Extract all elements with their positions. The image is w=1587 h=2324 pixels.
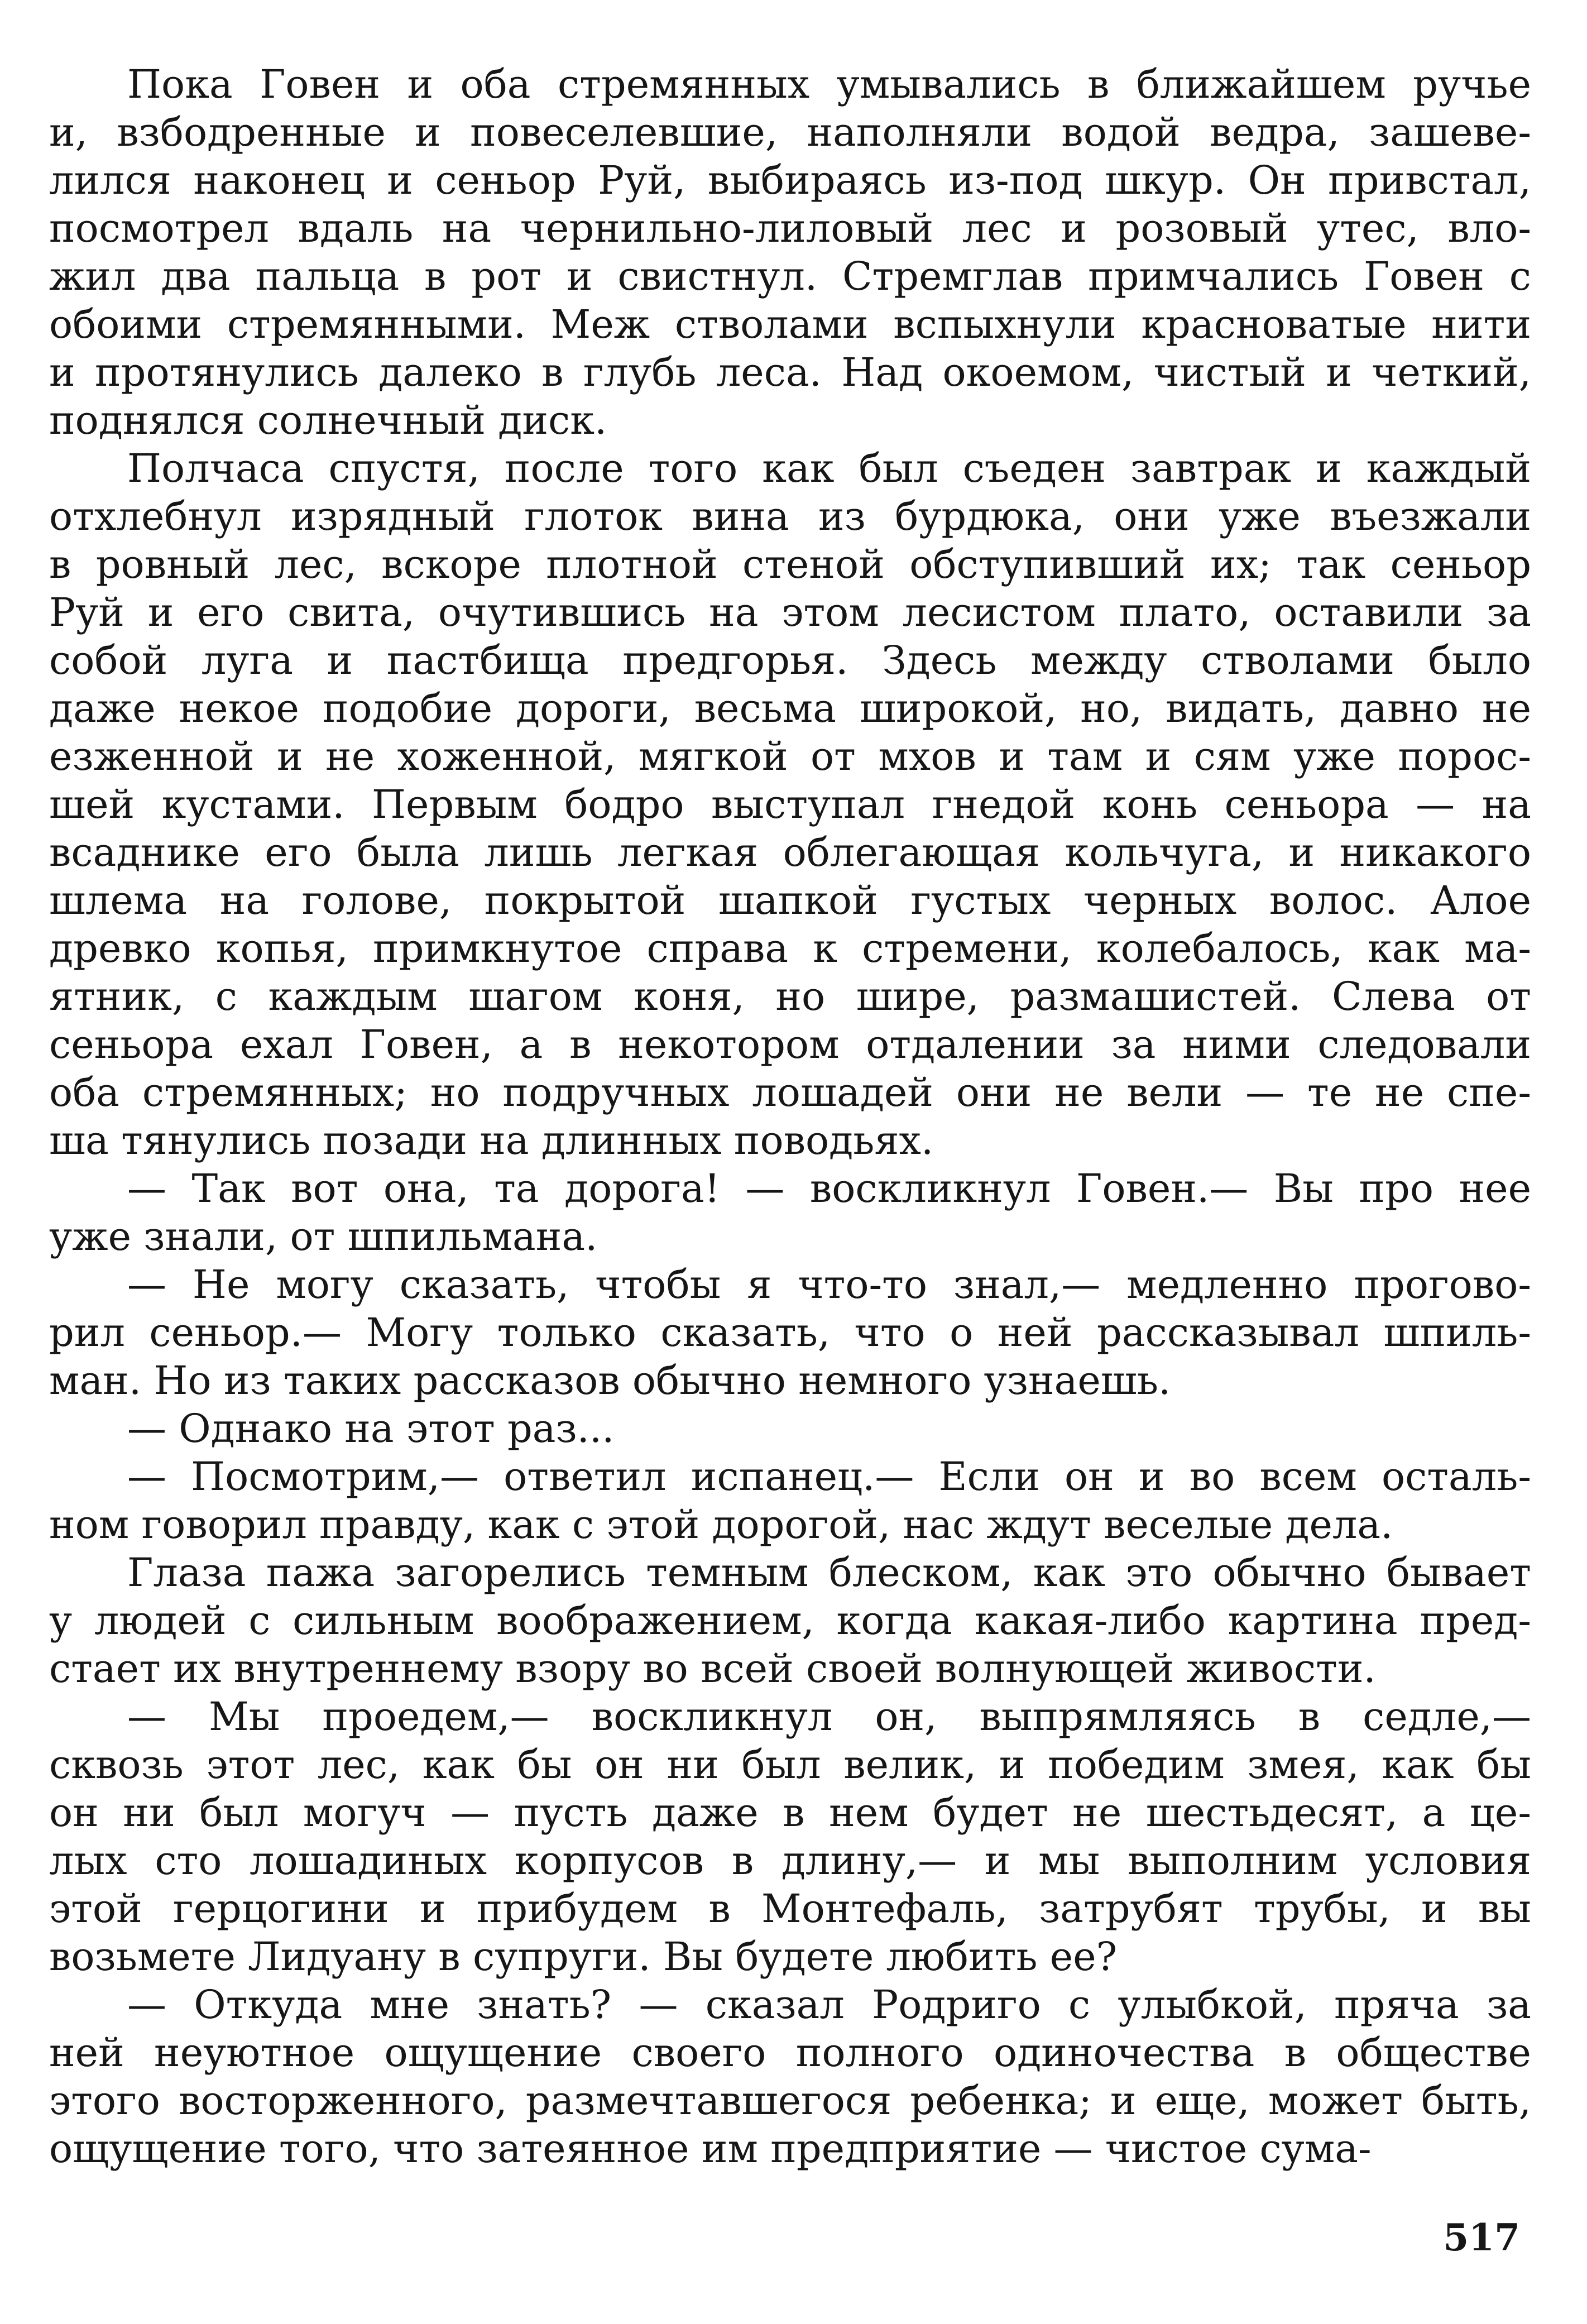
paragraph [49, 1165, 1531, 1261]
text-line: этой герцогини и прибудем в Монтефаль, затрубят трубы, и вы [49, 1886, 1531, 1932]
paragraph [49, 1549, 1531, 1693]
text-line: и протянулись далеко в глубь леса. Над окоемом, чистый и четкий, [49, 349, 1531, 395]
paragraph [49, 1693, 1531, 1981]
text-line: ятник, с каждым шагом коня, но шире, размашистей. Слева от [49, 974, 1531, 1019]
text-line: Глаза пажа загорелись темным блеском, как это обычно бывает [127, 1550, 1531, 1595]
body-text [49, 60, 1531, 2173]
text-line: даже некое подобие дороги, весьма широкой, но, видать, давно не [49, 686, 1531, 731]
text-line: собой луга и пастбища предгорья. Здесь между стволами было [49, 638, 1531, 683]
text-line: ном говорил правду, как с этой дорогой, нас ждут веселые дела. [49, 1502, 1393, 1547]
text-line: Руй и его свита, очутившись на этом лесистом плато, оставили за [49, 590, 1531, 635]
text-line: он ни был могуч — пусть даже в нем будет не шестьдесят, а це- [49, 1790, 1531, 1836]
text-line: поднялся солнечный диск. [49, 397, 607, 443]
text-line: в ровный лес, вскоре плотной стеной обступивший их; так сеньор [49, 542, 1531, 587]
paragraph [49, 1453, 1531, 1549]
paragraph [49, 1405, 1531, 1453]
page-number: 517 [1443, 2216, 1520, 2259]
text-line: Полчаса спустя, после того как был съеден завтрак и каждый [127, 445, 1531, 491]
text-line: лился наконец и сеньор Руй, выбираясь из-под шкур. Он привстал, [49, 157, 1531, 203]
text-line: посмотрел вдаль на чернильно-лиловый лес и розовый утес, вло- [49, 205, 1531, 251]
text-line: сквозь этот лес, как бы он ни был велик, и победим змея, как бы [49, 1742, 1531, 1788]
paragraph [49, 60, 1531, 444]
text-line: отхлебнул изрядный глоток вина из бурдюка, они уже въезжали [49, 493, 1531, 539]
text-line: и, взбодренные и повеселевшие, наполняли водой ведра, зашеве- [49, 109, 1531, 155]
text-line: у людей с сильным воображением, когда какая-либо картина пред- [49, 1598, 1531, 1643]
text-line: — Посмотрим,— ответил испанец.— Если он и во всем осталь- [127, 1454, 1531, 1499]
text-line: — Так вот она, та дорога! — воскликнул Говен.— Вы про нее [127, 1166, 1531, 1211]
text-line: уже знали, от шпильмана. [49, 1214, 598, 1259]
text-line: — Мы проедем,— воскликнул он, выпрямляясь в седле,— [127, 1694, 1531, 1740]
text-line: оба стремянных; но подручных лошадей они не вели — те не спе- [49, 1070, 1531, 1115]
paragraph [49, 1261, 1531, 1405]
text-line: ощущение того, что затеянное им предприятие — чистое сума- [49, 2126, 1372, 2172]
text-line: ман. Но из таких рассказов обычно немного узнаешь. [49, 1358, 1171, 1403]
text-line: — Откуда мне знать? — сказал Родриго с улыбкой, пряча за [127, 1982, 1531, 2028]
text-line: жил два пальца в рот и свистнул. Стремглав примчались Говен с [49, 253, 1531, 299]
paragraph [49, 1981, 1531, 2173]
text-line: ша тянулись позади на длинных поводьях. [49, 1118, 934, 1163]
text-line: шей кустами. Первым бодро выступал гнедой конь сеньора — на [49, 782, 1531, 827]
text-line: шлема на голове, покрытой шапкой густых черных волос. Алое [49, 878, 1531, 923]
text-line: этого восторженного, размечтавшегося ребенка; и еще, может быть, [49, 2078, 1531, 2124]
text-line: стает их внутреннему взору во всей своей волнующей живости. [49, 1646, 1376, 1692]
text-line: возьмете Лидуану в супруги. Вы будете любить ее? [49, 1934, 1118, 1980]
text-line: всаднике его была лишь легкая облегающая кольчуга, и никакого [49, 830, 1531, 875]
text-line: лых сто лошадиных корпусов в длину,— и мы выполним условия [49, 1838, 1531, 1884]
text-line: сеньора ехал Говен, а в некотором отдалении за ними следовали [49, 1022, 1531, 1067]
text-line: езженной и не хоженной, мягкой от мхов и там и сям уже порос- [49, 734, 1531, 779]
text-line: рил сеньор.— Могу только сказать, что о ней рассказывал шпиль- [49, 1310, 1531, 1355]
text-line: — Не могу сказать, чтобы я что-то знал,— медленно прогово- [127, 1262, 1531, 1307]
paragraph [49, 444, 1531, 1165]
text-line: древко копья, примкнутое справа к стремени, колебалось, как ма- [49, 926, 1531, 971]
text-line: — Однако на этот раз... [127, 1406, 615, 1451]
text-line: Пока Говен и оба стремянных умывались в ближайшем ручье [127, 61, 1531, 107]
text-line: обоими стремянными. Меж стволами вспыхнули красноватые нити [49, 301, 1531, 347]
text-line: ней неуютное ощущение своего полного одиночества в обществе [49, 2030, 1531, 2076]
